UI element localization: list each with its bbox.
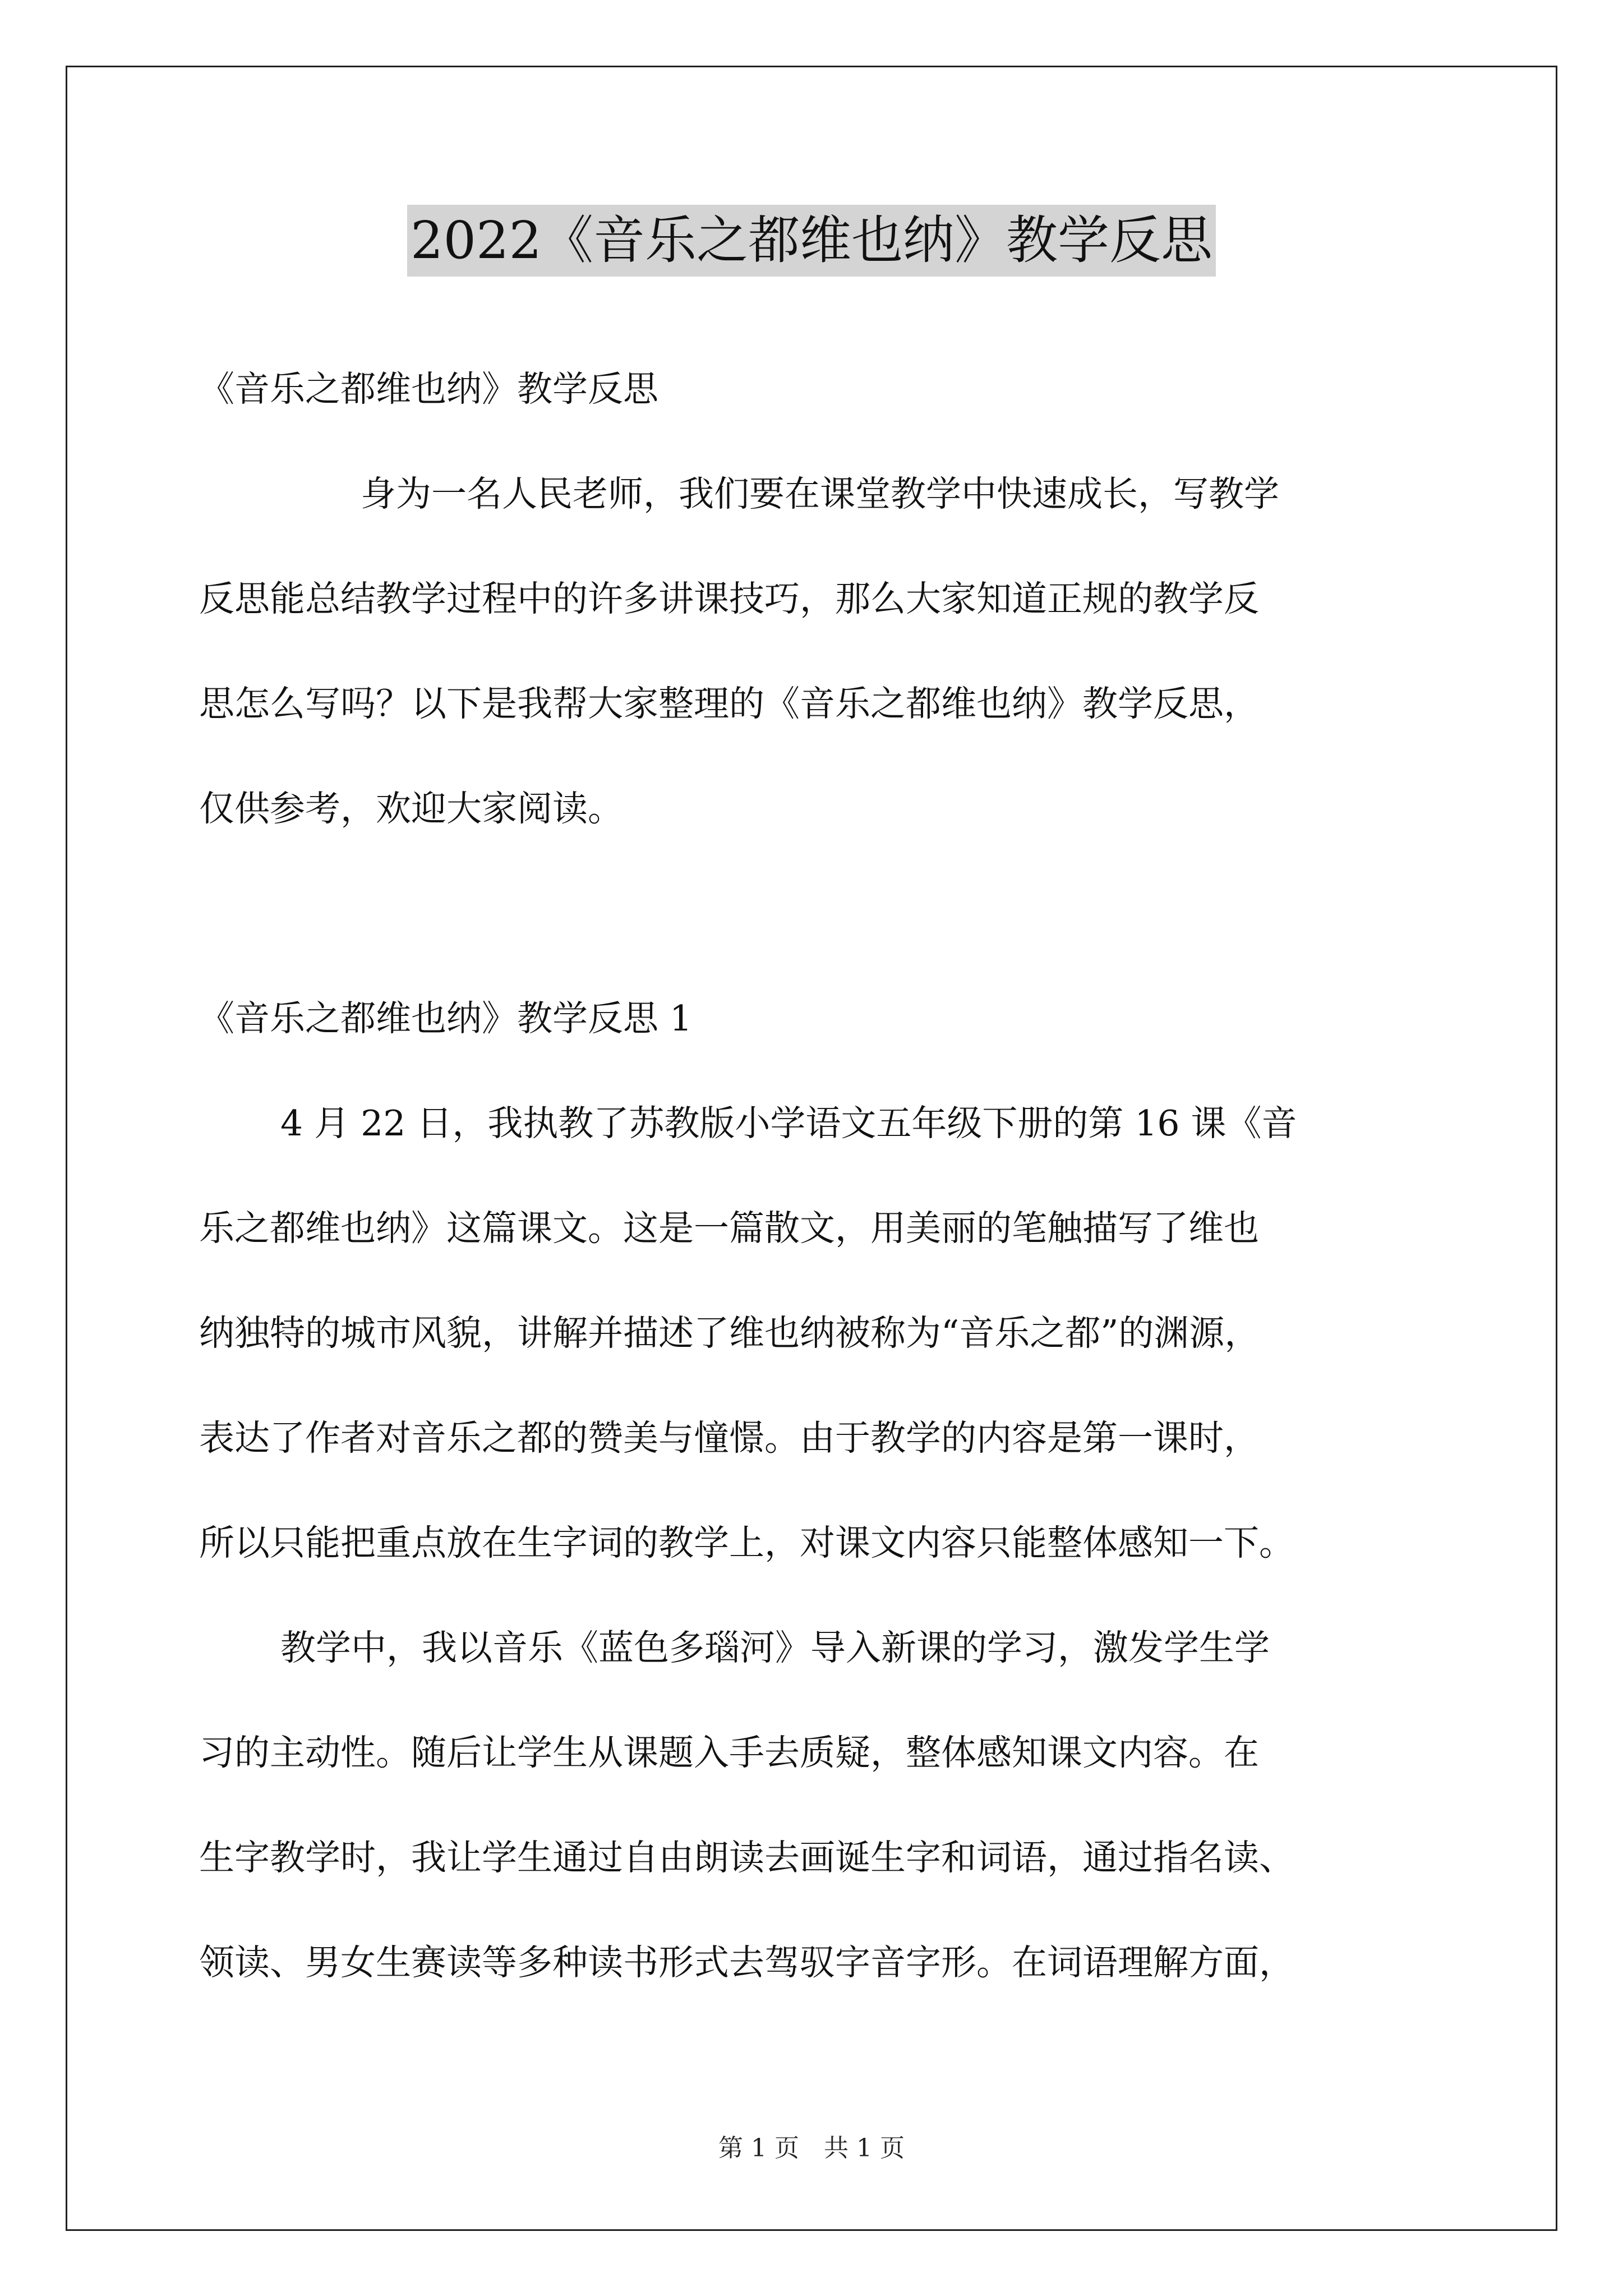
paragraph-line: 乐之都维也纳》这篇课文。这是一篇散文，用美丽的笔触描写了维也 [199, 1208, 1259, 1249]
paragraph-line: 所以只能把重点放在生字词的教学上，对课文内容只能整体感知一下。 [199, 1522, 1294, 1563]
paragraph-line: 生字教学时，我让学生通过自由朗读去画诞生字和词语，通过指名读、 [199, 1837, 1294, 1878]
paragraph-line: 习的主动性。随后让学生从课题入手去质疑，整体感知课文内容。在 [199, 1732, 1259, 1773]
paragraph-line: 表达了作者对音乐之都的赞美与憧憬。由于教学的内容是第一课时， [199, 1418, 1259, 1458]
paragraph-line: 纳独特的城市风貌，讲解并描述了维也纳被称为“音乐之都”的渊源， [199, 1313, 1260, 1354]
title-container [0, 205, 1623, 277]
document-body [199, 337, 1427, 2015]
paragraph-line: 领读、男女生赛读等多种读书形式去驾驭字音字形。在词语理解方面， [199, 1942, 1294, 1983]
blank-line [199, 861, 1427, 966]
intro-line: 反思能总结教学过程中的许多讲课技巧，那么大家知道正规的教学反 [199, 578, 1259, 619]
intro-line: 思怎么写吗？以下是我帮大家整理的《音乐之都维也纳》教学反思， [199, 683, 1259, 724]
section-heading: 《音乐之都维也纳》教学反思 1 [199, 998, 693, 1039]
intro-line: 仅供参考，欢迎大家阅读。 [199, 788, 623, 829]
paragraph-line: 教学中，我以音乐《蓝色多瑙河》导入新课的学习，激发学生学 [280, 1627, 1270, 1668]
intro-line: 身为一名人民老师，我们要在课堂教学中快速成长，写教学 [361, 473, 1279, 514]
paragraph-line: 4 月 22 日，我执教了苏教版小学语文五年级下册的第 16 课《音 [280, 1103, 1297, 1144]
subtitle: 《音乐之都维也纳》教学反思 [199, 369, 658, 409]
page-footer: 第 1 页 共 1 页 [718, 2134, 905, 2162]
document-title: 2022《音乐之都维也纳》教学反思 [407, 205, 1216, 277]
